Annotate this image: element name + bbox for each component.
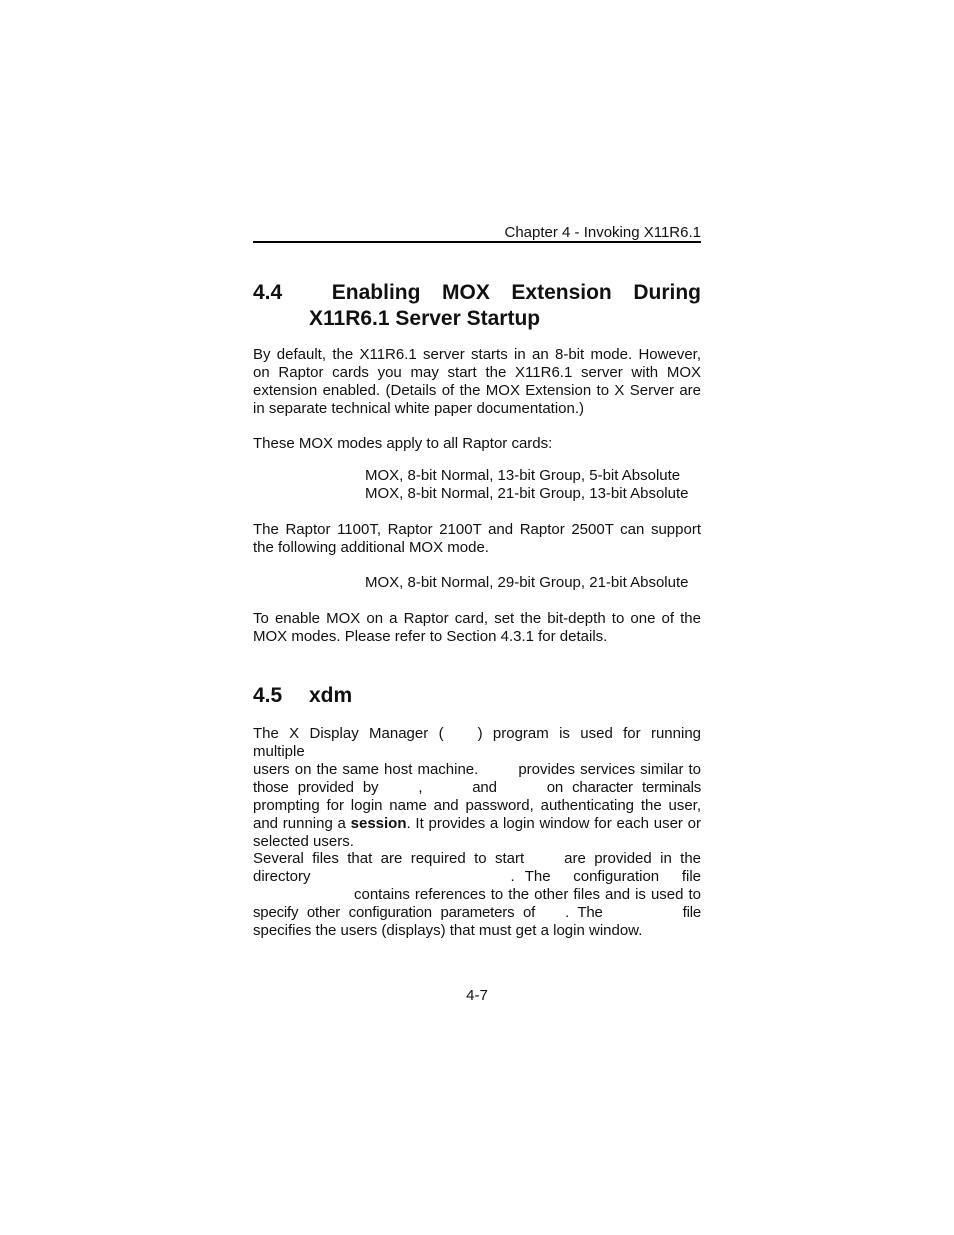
heading-line-2: X11R6.1 Server Startup — [309, 307, 541, 330]
text-line: those provided by , and on character terminals — [253, 779, 702, 796]
mode-item: MOX, 8-bit Normal, 13-bit Group, 5-bit Absolute — [365, 467, 681, 484]
text-line: By default, the X11R6.1 server starts in an 8-bit mode. However, — [253, 346, 701, 363]
text-line: directory . The configuration file — [253, 868, 701, 885]
text-line: MOX modes. Please refer to Section 4.3.1 for details. — [253, 628, 608, 645]
text-line: the following additional MOX mode. — [253, 539, 489, 556]
heading-word: MOX — [442, 281, 490, 304]
header-rule — [253, 241, 701, 243]
running-header: Chapter 4 - Invoking X11R6.1 — [504, 224, 701, 241]
heading-number: 4.5 — [253, 684, 283, 707]
text-line: To enable MOX on a Raptor card, set the bit-depth to one of the — [253, 610, 701, 627]
text-line: specify other configuration parameters of . The file — [253, 904, 701, 921]
mode-item: MOX, 8-bit Normal, 21-bit Group, 13-bit Absolute — [365, 485, 689, 502]
paragraph-xdm-description — [253, 725, 701, 851]
heading-word: Extension — [511, 281, 612, 304]
paragraph-mox-modes-intro: These MOX modes apply to all Raptor cards: — [253, 435, 553, 452]
section-4-5-heading — [253, 683, 352, 709]
text-line: specifies the users (displays) that must get a login window. — [253, 922, 643, 939]
text-line: contains references to the other files and is used to — [354, 886, 701, 903]
heading-word: During — [633, 281, 701, 304]
section-4-4-heading — [253, 280, 701, 332]
text-line: extension enabled. (Details of the MOX Extension to X Server are — [253, 382, 701, 399]
text-line: prompting for login name and password, authenticating the user, — [253, 797, 701, 814]
text-line: users on the same host machine. provides services similar to — [253, 761, 701, 778]
text-line: in separate technical white paper documentation.) — [253, 400, 585, 417]
text-line: on Raptor cards you may start the X11R6.1 server with MOX — [253, 364, 701, 381]
text-line: and running a session. It provides a login window for each user or — [253, 815, 701, 832]
text-line: The Raptor 1100T, Raptor 2100T and Raptor 2500T can support — [253, 521, 701, 538]
text-line: selected users. — [253, 833, 354, 850]
paragraph-additional-mode — [253, 521, 701, 557]
heading-title: xdm — [309, 684, 353, 707]
paragraph-xdm-files — [253, 850, 701, 940]
page-number: 4-7 — [466, 987, 488, 1004]
mode-item: MOX, 8-bit Normal, 29-bit Group, 21-bit Absolute — [365, 574, 689, 591]
text-line: The X Display Manager ( ) program is used for running multiple — [253, 725, 702, 760]
paragraph-enable-mox — [253, 610, 701, 646]
heading-word: Enabling — [331, 281, 421, 304]
heading-number: 4.4 — [253, 281, 283, 304]
paragraph-default-mode — [253, 346, 701, 418]
text-line: Several files that are required to start are provided in the — [253, 850, 701, 867]
